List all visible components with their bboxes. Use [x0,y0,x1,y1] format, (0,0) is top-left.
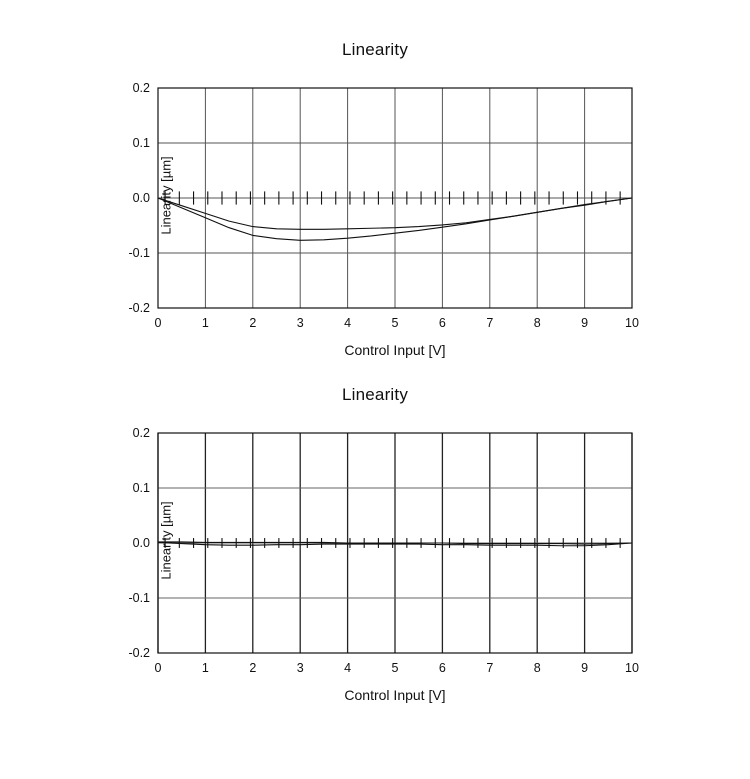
svg-text:3: 3 [296,316,304,330]
svg-text:7: 7 [486,316,494,330]
svg-text:3: 3 [296,661,304,675]
chart-canvas-top [0,60,750,360]
svg-text:0.1: 0.1 [132,481,150,495]
svg-text:0: 0 [154,661,162,675]
svg-text:8: 8 [533,316,541,330]
svg-text:2: 2 [249,661,257,675]
svg-text:1: 1 [201,661,209,675]
chart-title-top: Linearity [341,40,409,59]
chart-title-bottom: Linearity [341,385,409,404]
plot-wrapper-top [0,60,750,360]
svg-text:4: 4 [344,661,352,675]
svg-text:-0.1: -0.1 [128,246,150,260]
svg-text:6: 6 [438,661,446,675]
svg-text:6: 6 [438,316,446,330]
x-axis-label-top: Control Input [V] [344,342,446,358]
svg-text:1: 1 [201,316,209,330]
svg-text:0.0: 0.0 [132,191,150,205]
svg-text:8: 8 [533,661,541,675]
svg-text:5: 5 [391,316,399,330]
chart-panel-bottom [0,385,750,725]
svg-text:0.1: 0.1 [132,136,150,150]
y-axis-label-bottom: Linearity [µm] [158,501,174,580]
chart-panel-top [0,40,750,370]
svg-text:4: 4 [344,316,352,330]
svg-text:10: 10 [625,316,639,330]
svg-text:5: 5 [391,661,399,675]
svg-text:-0.2: -0.2 [128,301,150,315]
svg-text:0: 0 [154,316,162,330]
x-axis-label-bottom: Control Input [V] [344,687,446,703]
svg-text:9: 9 [581,661,589,675]
svg-text:0.0: 0.0 [132,536,150,550]
chart-canvas-bottom [0,405,750,705]
svg-text:0.2: 0.2 [132,426,150,440]
plot-wrapper-bottom [0,405,750,705]
y-axis-label-top: Linearity [µm] [158,156,174,235]
svg-text:9: 9 [581,316,589,330]
svg-text:2: 2 [249,316,257,330]
svg-text:-0.2: -0.2 [128,646,150,660]
svg-text:10: 10 [625,661,639,675]
svg-text:7: 7 [486,661,494,675]
svg-text:0.2: 0.2 [132,81,150,95]
svg-text:-0.1: -0.1 [128,591,150,605]
